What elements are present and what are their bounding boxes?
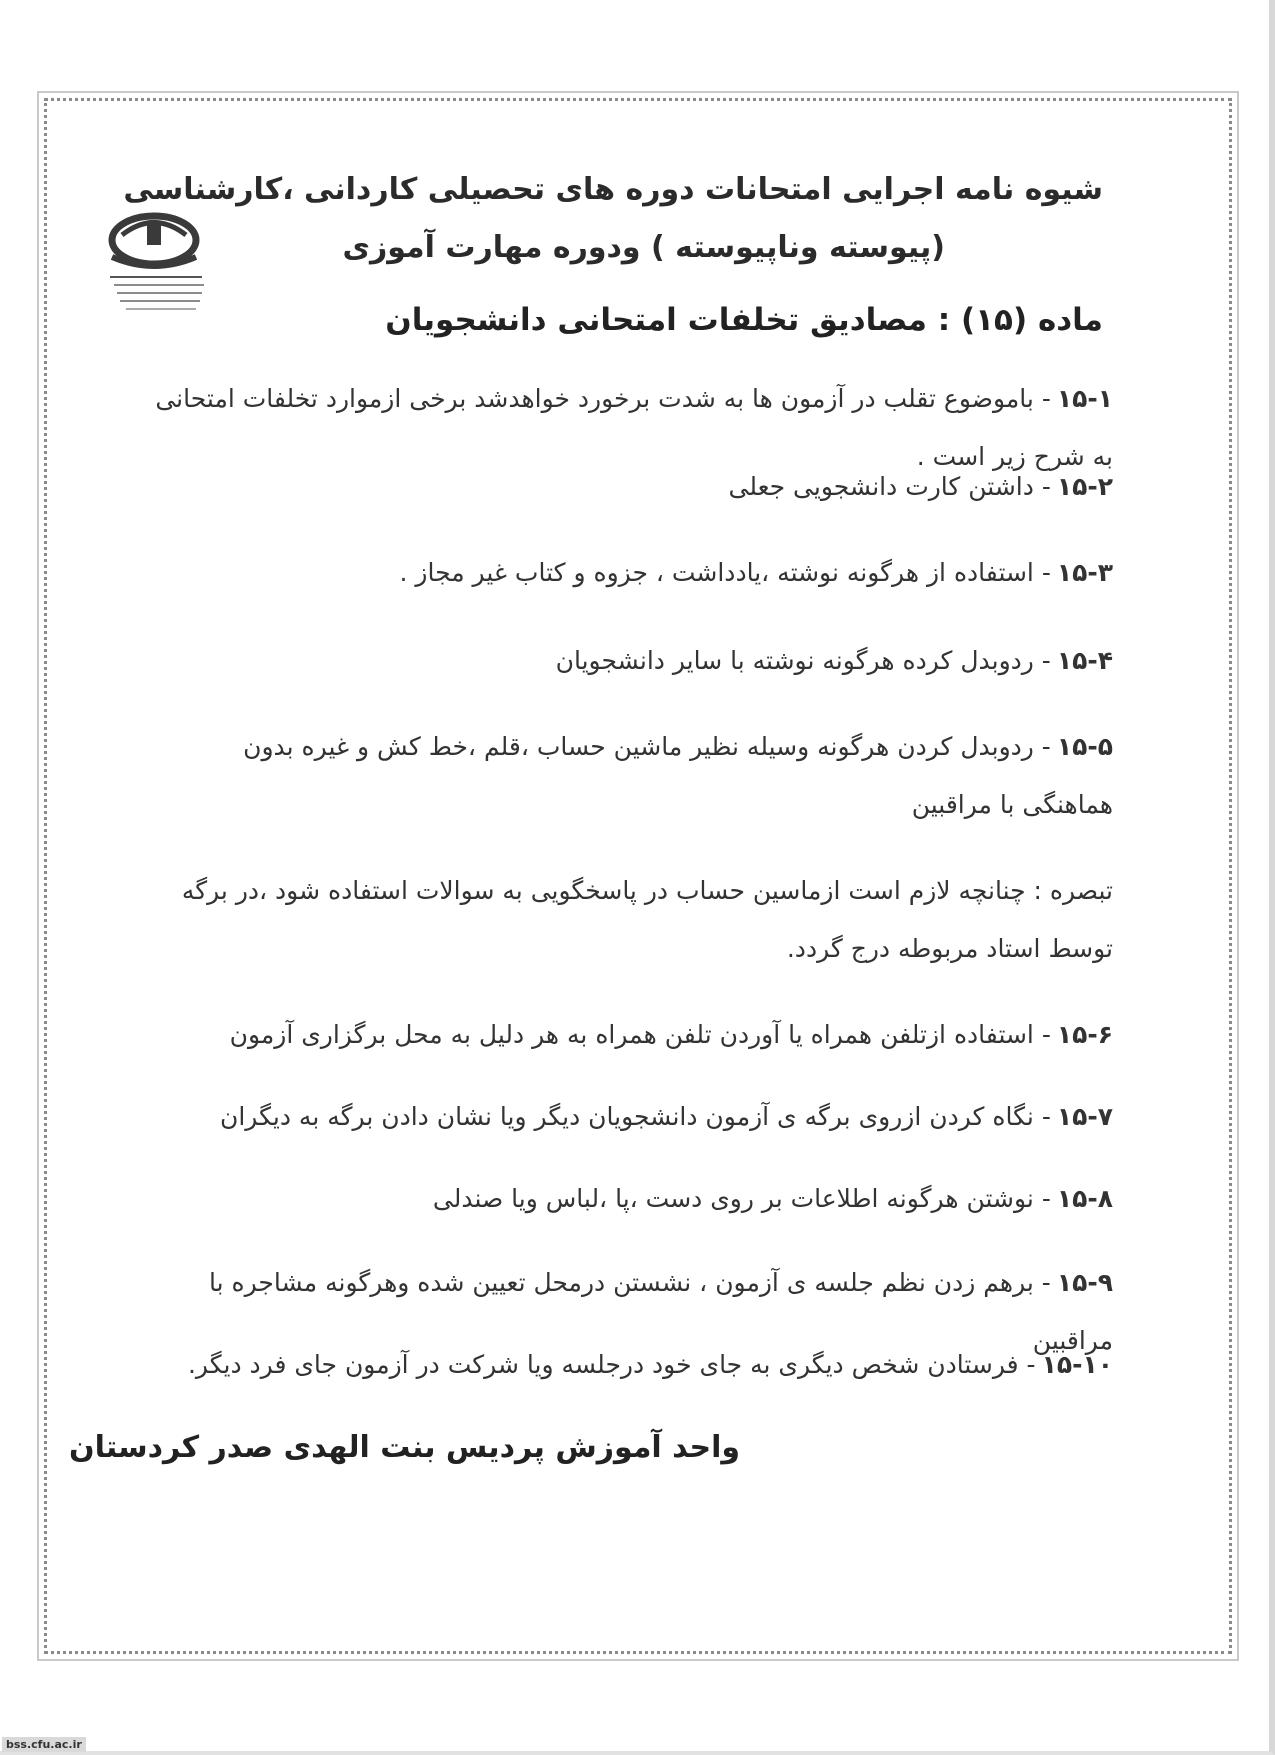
item-number: ۱۵-۳ — [1056, 558, 1113, 587]
item-number: ۱۵-۴ — [1056, 646, 1113, 675]
item-text: - باموضوع تقلب در آزمون ها به شدت برخورد خواهدشد برخی ازموارد تخلفات امتحانی به شرح زیر است . — [155, 384, 1113, 471]
item-text: - ردوبدل کرده هرگونه نوشته با سایر دانشجویان — [555, 646, 1051, 675]
item-text: - فرستادن شخص دیگری به جای خود درجلسه ویا شرکت در آزمون جای فرد دیگر. — [187, 1350, 1036, 1379]
list-item — [153, 544, 1113, 602]
article-heading: ماده (۱۵) : مصادیق تخلفات امتحانی دانشجویان — [385, 302, 1103, 338]
item-number: ۱۵-۱ — [1056, 384, 1113, 413]
list-item — [153, 1006, 1113, 1064]
document-title-line-2: (پیوسته وناپیوسته ) ودوره مهارت آموزی — [342, 230, 945, 265]
list-item — [153, 1170, 1113, 1228]
note-text: تبصره : چنانچه لازم است ازماسین حساب در پاسخگویی به سوالات استفاده شود ،در برگه توسط استاد مربوطه درج گردد. — [181, 876, 1113, 963]
item-number: ۱۵-۱۰ — [1041, 1350, 1113, 1379]
item-text: - نگاه کردن ازروی برگه ی آزمون دانشجویان دیگر ویا نشان دادن برگه به دیگران — [219, 1102, 1051, 1131]
list-item — [153, 718, 1113, 834]
list-item — [153, 1336, 1113, 1394]
item-number: ۱۵-۷ — [1056, 1102, 1113, 1131]
site-watermark: bss.cfu.ac.ir — [2, 1737, 86, 1752]
list-item — [153, 1088, 1113, 1146]
item-text: - استفاده ازتلفن همراه یا آوردن تلفن همراه به هر دلیل به محل برگزاری آزمون — [229, 1020, 1051, 1049]
list-item — [153, 632, 1113, 690]
item-text: - ردوبدل کردن هرگونه وسیله نظیر ماشین حساب ،قلم ،خط کش و غیره بدون هماهنگی با مراقبین — [243, 732, 1113, 819]
item-number: ۱۵-۶ — [1056, 1020, 1113, 1049]
list-item — [153, 458, 1113, 516]
document-title-line-1: شیوه نامه اجرایی امتحانات دوره های تحصیلی کاردانی ،کارشناسی — [123, 172, 1103, 207]
item-number: ۱۵-۹ — [1056, 1268, 1113, 1297]
signature-footer: واحد آموزش پردیس بنت الهدی صدر کردستان — [68, 1430, 740, 1465]
note-paragraph — [173, 862, 1113, 978]
item-text: - داشتن کارت دانشجویی جعلی — [728, 472, 1051, 501]
item-text: - برهم زدن نظم جلسه ی آزمون ، نشستن درمحل تعیین شده وهرگونه مشاجره با مراقبین — [208, 1268, 1113, 1355]
item-number: ۱۵-۵ — [1056, 732, 1113, 761]
item-text: - نوشتن هرگونه اطلاعات بر روی دست ،پا ،لباس ویا صندلی — [432, 1184, 1051, 1213]
item-number: ۱۵-۸ — [1056, 1184, 1113, 1213]
item-number: ۱۵-۲ — [1056, 472, 1113, 501]
item-text: - استفاده از هرگونه نوشته ،یادداشت ، جزوه و کتاب غیر مجاز . — [399, 558, 1051, 587]
